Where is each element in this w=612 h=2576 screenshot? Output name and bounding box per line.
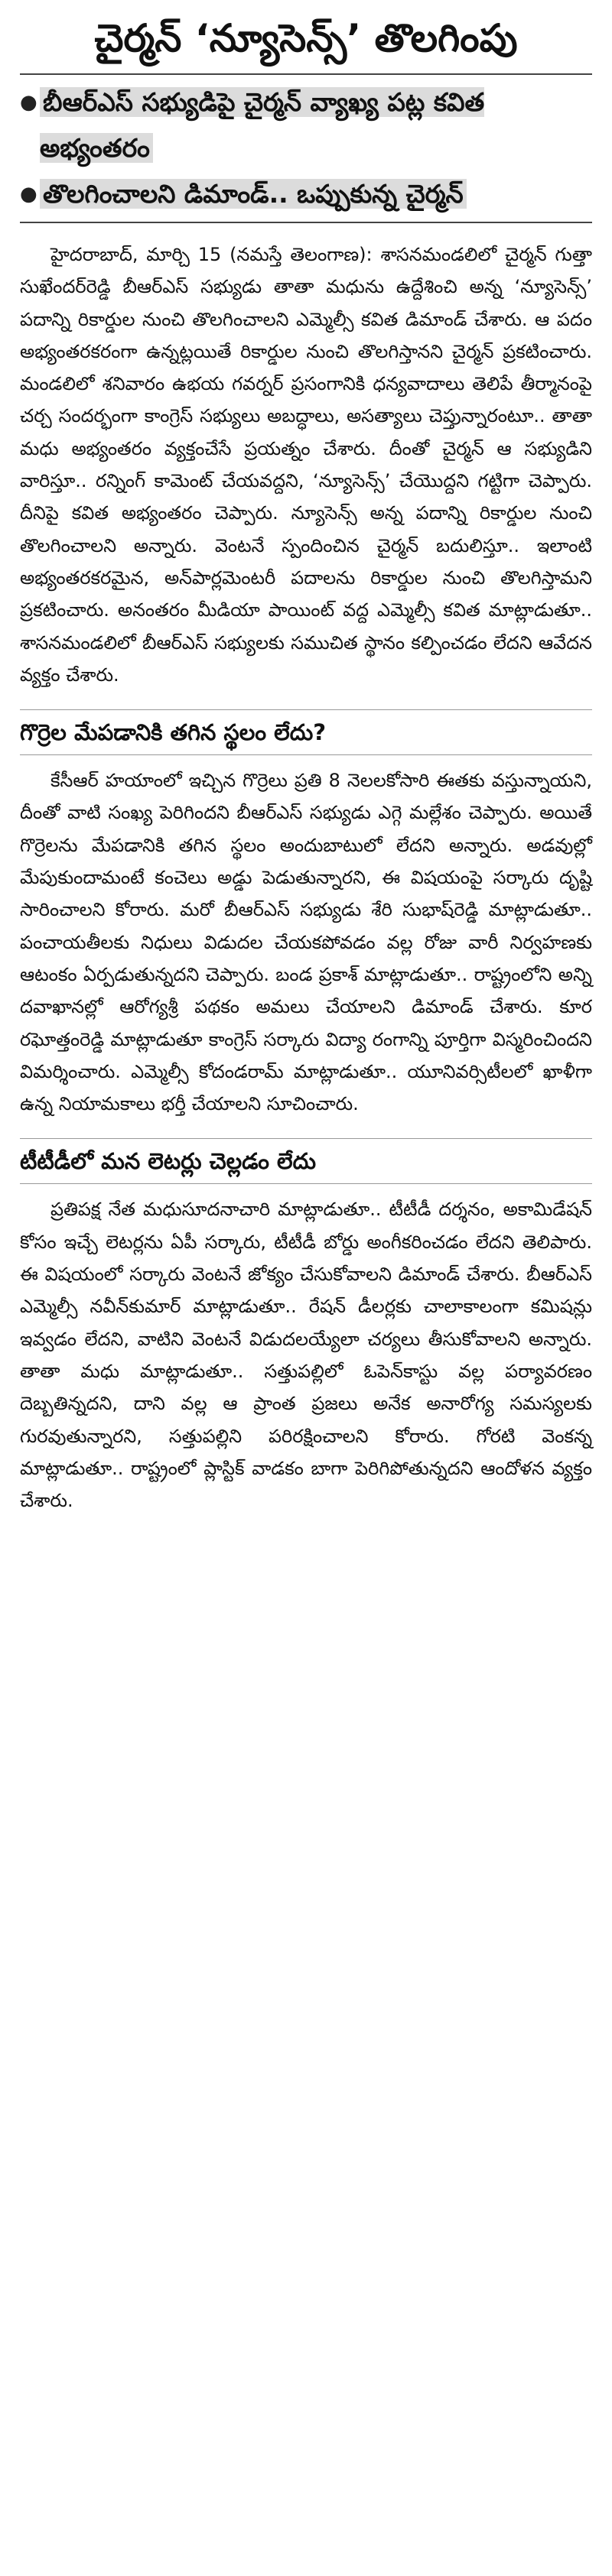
headline: చైర్మన్ ‘న్యూసెన్స్’ తొలగింపు: [94, 16, 518, 60]
sub-deck: [20, 73, 592, 223]
section-heading: గొర్రెల మేపడానికి తగిన స్థలం లేదు?: [20, 709, 592, 755]
bullet-icon: ●: [20, 183, 37, 206]
body-paragraph: కేసీఆర్ హయాంలో ఇచ్చిన గొర్రెలు ప్రతి 8 నెలలకోసారి ఈతకు వస్తున్నాయని, దీంతో వాటి సంఖ్య పెరిగిందని బీఆర్ఎస్ సభ్యుడు ఎగ్గె మల్లేశం చెప్పారు. అయితే గొర్రెలను మేపడానికి తగిన స్థలం అందుబాటులో లేదని అన్నారు. అడవుల్లో మేపుకుందామంటే కంచెలు అడ్డు పెడుతున్నారని, ఈ విషయంపై సర్కారు దృష్టి సారించాలని కోరారు. మరో బీఆర్ఎస్ సభ్యుడు శేరి సుభాష్‌రెడ్డి మాట్లాడుతూ.. పంచాయతీలకు నిధులు విడుదల చేయకపోవడం వల్ల రోజు వారీ నిర్వహణకు ఆటంకం ఏర్పడుతున్నదని చెప్పారు. బండ ప్రకాశ్ మాట్లాడుతూ.. రాష్ట్రంలోని అన్ని దవాఖానల్లో ఆరోగ్యశ్రీ పథకం అమలు చేయాలని డిమాండ్ చేశారు. కూర రఘోత్తంరెడ్డి మాట్లాడుతూ కాంగ్రెస్ సర్కారు విద్యా రంగాన్ని పూర్తిగా విస్మరించిందని విమర్శించారు. ఎమ్మెల్సీ కోదండరామ్ మాట్లాడుతూ.. యూనివర్సిటీలలో ఖాళీగా ఉన్న నియామకాలు భర్తీ చేయాలని సూచించారు.: [20, 770, 592, 1115]
article-body: [20, 238, 592, 1517]
deck-item: [20, 171, 592, 217]
deck-text: బీఆర్ఎస్ సభ్యుడిపై చైర్మన్ వ్యాఖ్య పట్ల కవిత అభ్యంతరం: [40, 87, 485, 163]
body-paragraph: హైదరాబాద్, మార్చి 15 (నమస్తే తెలంగాణ): శాసనమండలిలో చైర్మన్ గుత్తా సుఖేందర్‌రెడ్డి బీఆర్ఎస్ సభ్యుడు తాతా మధును ఉద్దేశించి అన్న ‘న్యూసెన్స్’ పదాన్ని రికార్డుల నుంచి తొలగించాలని ఎమ్మెల్సీ కవిత డిమాండ్ చేశారు. ఆ పదం అభ్యంతరకరంగా ఉన్నట్లయితే రికార్డుల నుంచి తొలగిస్తానని చైర్మన్ ప్రకటించారు. మండలిలో శనివారం ఉభయ గవర్నర్ ప్రసంగానికి ధన్యవాదాలు తెలిపే తీర్మానంపై చర్చ సందర్భంగా కాంగ్రెస్ సభ్యులు అబద్ధాలు, అసత్యాలు చెప్తున్నారంటూ.. తాతా మధు అభ్యంతరం వ్యక్తంచేసే ప్రయత్నం చేశారు. దీంతో చైర్మన్ ఆ సభ్యుడిని వారిస్తూ.. రన్నింగ్ కామెంట్ చేయవద్దని, ‘న్యూసెన్స్’ చేయొద్దని గట్టిగా చెప్పారు. దీనిపై కవిత అభ్యంతరం చెప్పారు. న్యూసెన్స్ అన్న పదాన్ని రికార్డుల నుంచి తొలగించాలని అన్నారు. వెంటనే స్పందించిన చైర్మన్ బదులిస్తూ.. ఇలాంటి అభ్యంతరకరమైన, అన్‌పార్లమెంటరీ పదాలను రికార్డుల నుంచి తొలగిస్తామని ప్రకటించారు. అనంతరం మీడియా పాయింట్ వద్ద ఎమ్మెల్సీ కవిత మాట్లాడుతూ.. శాసనమండలిలో బీఆర్ఎస్ సభ్యులకు సముచిత స్థానం కల్పించడం లేదని ఆవేదన వ్యక్తం చేశారు.: [20, 244, 592, 686]
section-heading: టీటీడీలో మన లెటర్లు చెల్లడం లేదు: [20, 1138, 592, 1184]
body-paragraph: ప్రతిపక్ష నేత మధుసూదనాచారి మాట్లాడుతూ.. టీటీడీ దర్శనం, అకామిడేషన్ కోసం ఇచ్చే లెటర్లను ఏపీ సర్కారు, టీటీడీ బోర్డు అంగీకరించడం లేదని తెలిపారు. ఈ విషయంలో సర్కారు వెంటనే జోక్యం చేసుకోవాలని డిమాండ్ చేశారు. బీఆర్ఎస్ ఎమ్మెల్సీ నవీన్‌కుమార్ మాట్లాడుతూ.. రేషన్ డీలర్లకు చాలాకాలంగా కమిషన్లు ఇవ్వడం లేదని, వాటిని వెంటనే విడుదలయ్యేలా చర్యలు తీసుకోవాలని అన్నారు. తాతా మధు మాట్లాడుతూ.. సత్తుపల్లిలో ఓపెన్‌కాస్టు వల్ల పర్యావరణం దెబ్బతిన్నదని, దాని వల్ల ఆ ప్రాంత ప్రజలు అనేక అనారోగ్య సమస్యలకు గురవుతున్నారని, సత్తుపల్లిని పరిరక్షించాలని కోరారు. గోరటి వెంకన్న మాట్లాడుతూ.. రాష్ట్రంలో ప్లాస్టిక్ వాడకం బాగా పెరిగిపోతున్నదని ఆందోళన వ్యక్తం చేశారు.: [20, 1199, 592, 1512]
deck-text: తొలగించాలని డిమాండ్.. ఒప్పుకున్న చైర్మన్: [40, 179, 467, 209]
bullet-icon: ●: [20, 91, 37, 114]
deck-item: [20, 79, 592, 171]
